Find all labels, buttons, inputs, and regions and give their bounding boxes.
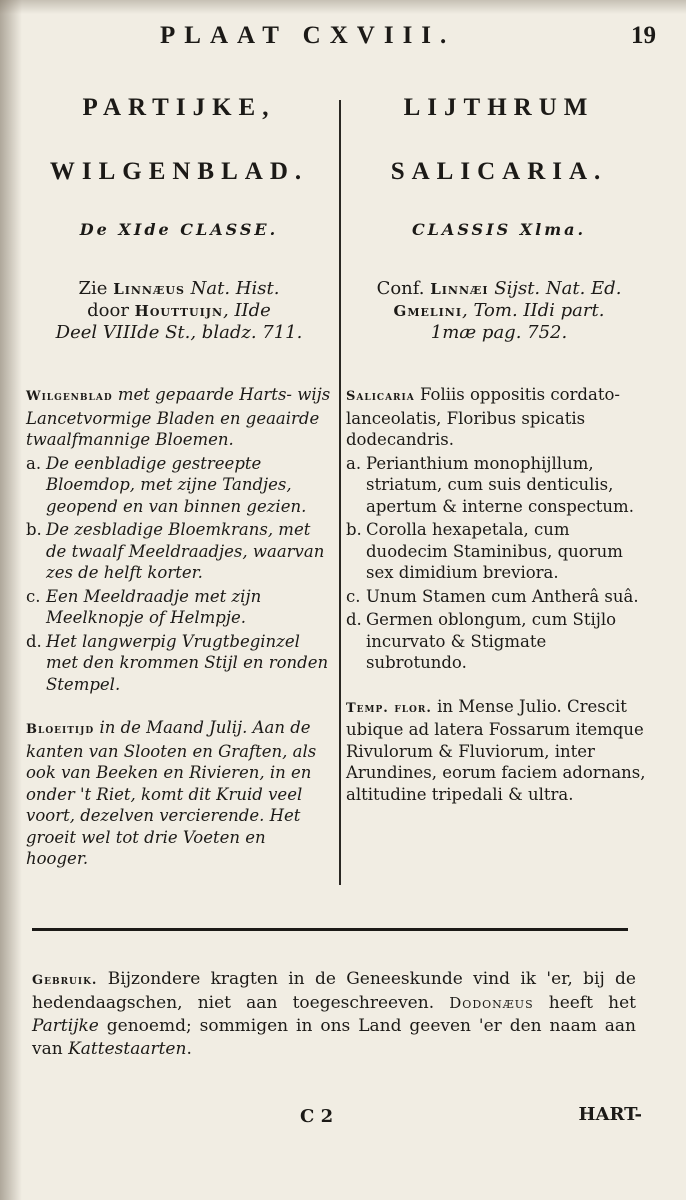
- usage-italic: Kattestaarten: [68, 1039, 187, 1059]
- left-title-line2: WILGENBLAD.: [49, 158, 309, 185]
- right-title-line1: LIJTHRUM: [403, 94, 595, 121]
- ref-text: Nat. Hist.: [184, 278, 280, 299]
- page-top-shadow: [0, 0, 686, 14]
- entry-lead: Salicaria: [346, 389, 415, 404]
- left-description: [26, 384, 332, 451]
- item-text: Corolla hexapetala, cum duodecim Staminibus, quorum sex dimidium breviora.: [366, 520, 623, 582]
- item-label: d.: [346, 610, 362, 629]
- item-label: c.: [26, 586, 41, 606]
- list-item: [26, 586, 332, 629]
- left-title-line1: PARTIJKE,: [82, 94, 276, 121]
- item-label: a.: [26, 453, 42, 473]
- right-column-latin: [346, 88, 652, 805]
- entry-lead: Wilgenblad: [26, 389, 113, 404]
- ref-text: door: [87, 300, 135, 321]
- ref-text: , IIde: [223, 300, 271, 321]
- left-classe: De XIde CLASSE.: [79, 220, 279, 239]
- right-description: [346, 384, 652, 451]
- ref-author: Gmelini: [393, 302, 462, 320]
- usage-paragraph: [32, 968, 636, 1061]
- signature-mark: C 2: [300, 1106, 334, 1127]
- item-label: b.: [26, 520, 42, 539]
- right-title-line2: SALICARIA.: [390, 158, 608, 185]
- item-text: Het langwerpig Vrugtbeginzel met den krommen Stijl en ronden Stempel.: [46, 631, 329, 694]
- ref-author: Houttuijn: [134, 302, 223, 320]
- item-text: De zesbladige Bloemkrans, met de twaalf Meeldraadjes, waarvan zes de helft korter.: [46, 520, 325, 582]
- list-item: [346, 519, 652, 584]
- item-label: c.: [346, 586, 361, 606]
- catchword: HART-: [578, 1104, 642, 1125]
- entry-lead: Bloeitijd: [26, 722, 95, 737]
- item-label: d.: [26, 631, 42, 651]
- list-item: [346, 453, 652, 518]
- item-text: Een Meeldraadje met zijn Meelknopje of Helmpje.: [46, 586, 262, 627]
- usage-text: heeft het: [533, 993, 636, 1013]
- ref-text: Zie: [78, 278, 114, 299]
- entry-text: in Mense Julio. Crescit ubique ad latera Fossarum itemque Rivulorum & Fluviorum, inter Arundines, eorum faciem adornans, altitudine tripedali & ultra.: [346, 696, 646, 804]
- item-text: Germen oblongum, cum Stijlo incurvato & Stigmate subrotundo.: [366, 610, 617, 672]
- ref-text: 1mæ pag. 752.: [430, 322, 568, 343]
- entry-lead: Gebruik.: [32, 973, 98, 988]
- item-text: Unum Stamen cum Antherâ suâ.: [366, 586, 639, 606]
- usage-text: genoemd; sommigen in ons Land geeven 'er den naam aan van: [32, 1016, 636, 1059]
- page-number: 19: [631, 22, 656, 49]
- usage-text: .: [186, 1039, 192, 1059]
- page-edge-shadow: [0, 0, 22, 1200]
- horizontal-rule: [32, 928, 628, 931]
- ref-text: Deel VIIIde St., bladz. 711.: [55, 322, 303, 343]
- running-title: PLAAT CXVIII.: [160, 22, 456, 49]
- right-item-list: [346, 453, 652, 674]
- entry-text: Foliis oppositis cordato-lanceolatis, Floribus spicatis dodecandris.: [346, 385, 620, 449]
- list-item: [346, 586, 652, 608]
- usage-author: Dodonæus: [449, 994, 534, 1012]
- column-divider: [339, 100, 341, 885]
- entry-text: in de Maand Julij. Aan de kanten van Slooten en Graften, als ook van Beeken en Rivieren, in en onder 't Riet, komt dit Kruid veel voort, dezelven vercierende. Het groeit wel tot drie Voeten en hooger.: [26, 718, 317, 868]
- list-item: [26, 453, 332, 518]
- left-flowering: [26, 717, 332, 870]
- entry-text: met gepaarde Harts- wijs Lancetvormige Bladen en geaairde twaalfmannige Bloemen.: [26, 385, 331, 449]
- item-text: Perianthium monophijllum, striatum, cum suis denticulis, apertum & interne conspectum.: [366, 453, 634, 516]
- ref-text: , Tom. IIdi part.: [462, 300, 605, 321]
- right-reference: [346, 278, 652, 344]
- usage-italic: Partijke: [32, 1016, 99, 1036]
- list-item: [26, 519, 332, 584]
- right-flowering: [346, 696, 652, 806]
- item-label: b.: [346, 520, 362, 539]
- ref-author: Linnæus: [113, 280, 185, 298]
- item-text: De eenbladige gestreepte Bloemdop, met zijne Tandjes, geopend en van binnen gezien.: [46, 453, 307, 516]
- ref-author: Linnæi: [430, 280, 489, 298]
- entry-lead: Temp. flor.: [346, 700, 432, 716]
- list-item: [346, 609, 652, 674]
- item-label: a.: [346, 453, 362, 473]
- ref-text: Conf.: [376, 278, 431, 299]
- right-classe: CLASSIS Xlma.: [411, 220, 587, 239]
- list-item: [26, 631, 332, 696]
- left-reference: [26, 278, 332, 344]
- ref-text: Sijst. Nat. Ed.: [488, 278, 622, 299]
- left-item-list: [26, 453, 332, 696]
- left-column-dutch: [26, 88, 332, 870]
- usage-text: Bijzondere kragten in de Geneeskunde vind ik 'er, bij de hedendaagschen, niet aan toegeschreeven.: [32, 969, 636, 1013]
